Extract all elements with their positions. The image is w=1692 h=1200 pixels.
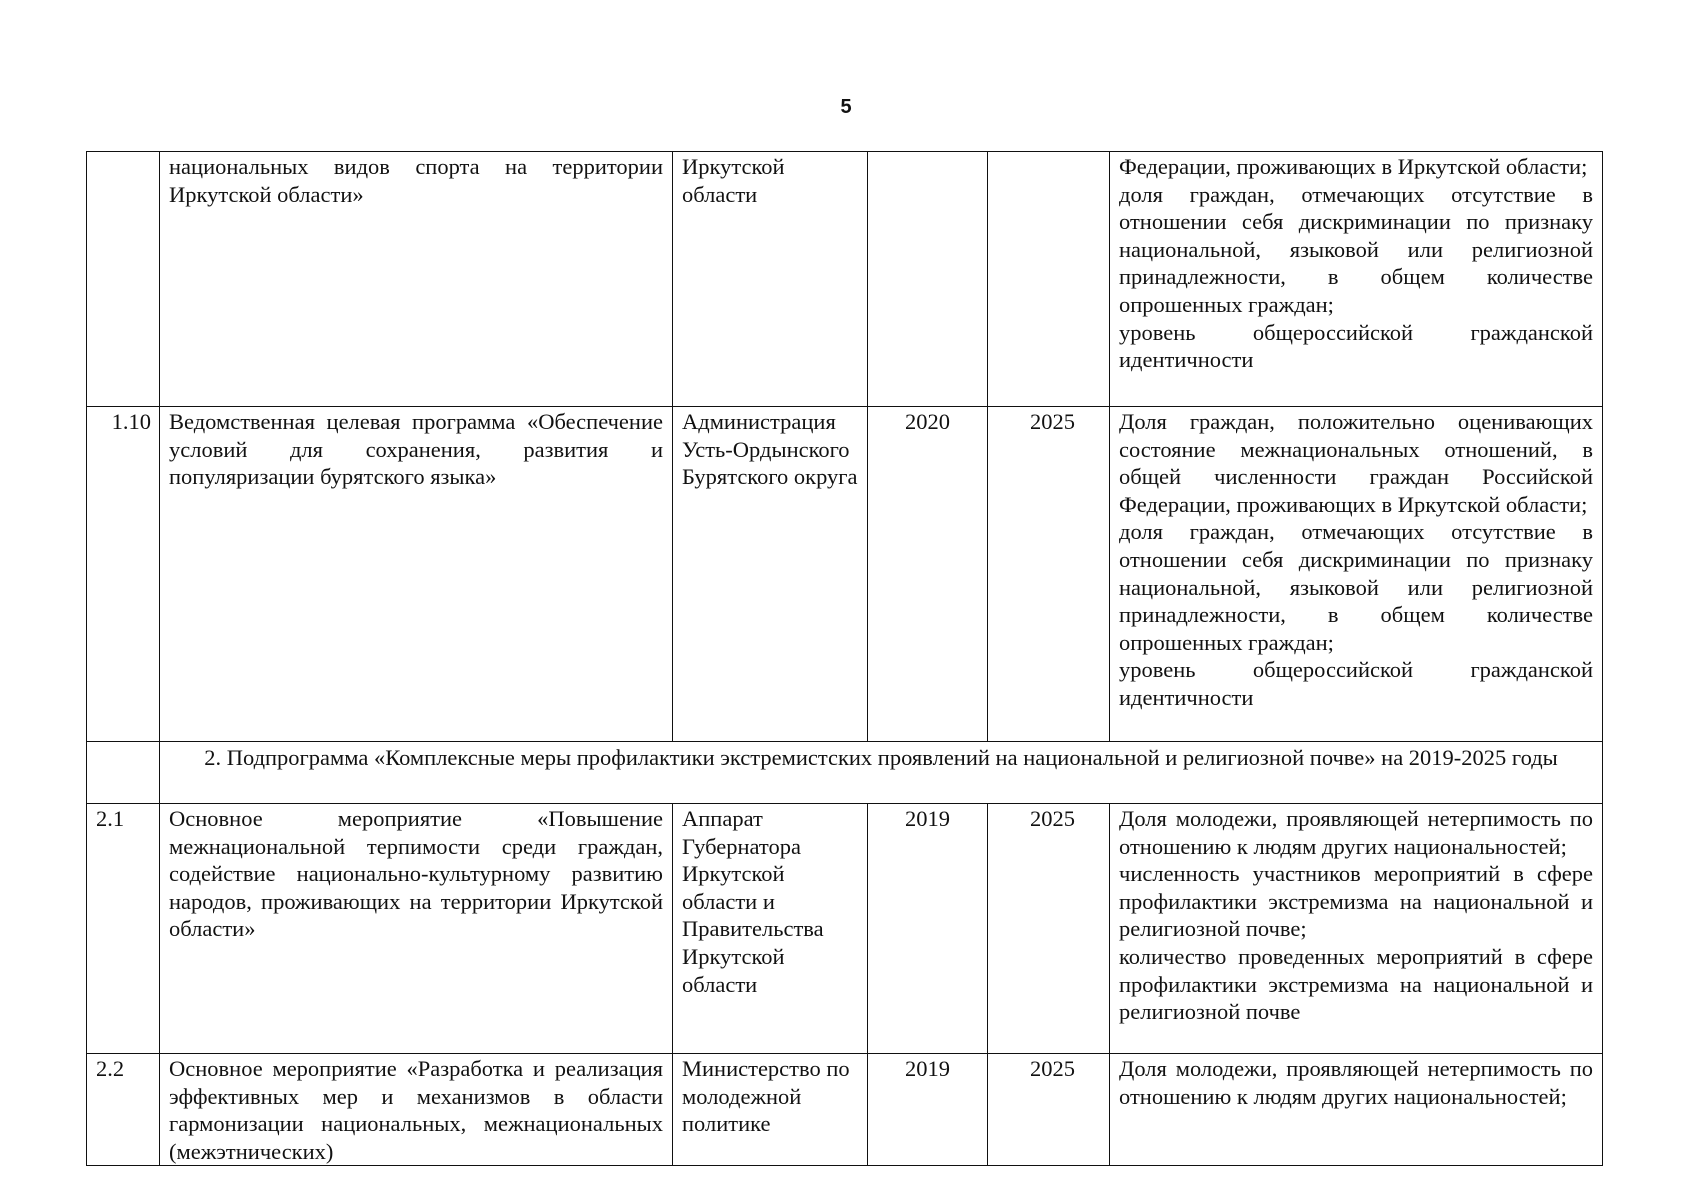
program-table — [86, 151, 1603, 1166]
row-number: 1.10 — [87, 407, 160, 742]
indicator-text: количество проведенных мероприятий в сфере профилактики экстремизма на национальной и религиозной почве — [1119, 943, 1593, 1025]
measure-name: национальных видов спорта на территории Иркутской области» — [160, 152, 673, 407]
indicator-text: уровень общероссийской гражданской идентичности — [1119, 657, 1593, 710]
table-row — [87, 1054, 1603, 1166]
indicators — [1110, 407, 1603, 742]
year-start: 2020 — [868, 407, 988, 742]
page-number: 5 — [840, 96, 852, 118]
measure-name: Основное мероприятие «Разработка и реализация эффективных мер и механизмов в области гармонизации национальных, межнациональных (межэтнических) — [160, 1054, 673, 1166]
table-row — [87, 804, 1603, 1054]
subprogram-title: 2. Подпрограмма «Комплексные меры профилактики экстремистских проявлений на национальной и религиозной почве» на 2019-2025 годы — [160, 742, 1603, 804]
year-end: 2025 — [988, 1054, 1110, 1166]
subprogram-row — [87, 742, 1603, 804]
table-row — [87, 407, 1603, 742]
indicator-text: доля граждан, отмечающих отсутствие в отношении себя дискриминации по признаку национальной, языковой или религиозной принадлежности, в общем количестве опрошенных граждан; — [1119, 181, 1593, 317]
indicators — [1110, 152, 1603, 407]
year-end — [988, 152, 1110, 407]
table-row — [87, 152, 1603, 407]
executor: Администрация Усть-Ордынского Бурятского округа — [673, 407, 868, 742]
indicator-text: Доля молодежи, проявляющей нетерпимость по отношению к людям других национальностей; — [1119, 806, 1593, 859]
executor: Министерство по молодежной политике — [673, 1054, 868, 1166]
subprogram-num-cell — [87, 742, 160, 804]
indicator-text: Федерации, проживающих в Иркутской области; — [1119, 154, 1588, 179]
executor: Аппарат Губернатора Иркутской области и Правительства Иркутской области — [673, 804, 868, 1054]
row-number: 2.1 — [87, 804, 160, 1054]
indicator-text: численность участников мероприятий в сфере профилактики экстремизма на национальной и религиозной почве; — [1119, 861, 1593, 942]
measure-name: Ведомственная целевая программа «Обеспечение условий для сохранения, развития и популяризации бурятского языка» — [160, 407, 673, 742]
row-number: 2.2 — [87, 1054, 160, 1166]
year-start — [868, 152, 988, 407]
indicator-text: доля граждан, отмечающих отсутствие в отношении себя дискриминации по признаку национальной, языковой или религиозной принадлежности, в общем количестве опрошенных граждан; — [1119, 519, 1593, 655]
executor: Иркутской области — [673, 152, 868, 407]
indicator-text: Доля молодежи, проявляющей нетерпимость по отношению к людям других национальностей; — [1119, 1056, 1593, 1109]
year-end: 2025 — [988, 804, 1110, 1054]
indicator-text: Доля граждан, положительно оценивающих состояние межнациональных отношений, в общей численности граждан Российской Федерации, проживающих в Иркутской области; — [1119, 409, 1593, 517]
year-start: 2019 — [868, 804, 988, 1054]
year-end: 2025 — [988, 407, 1110, 742]
indicators — [1110, 1054, 1603, 1166]
measure-name: Основное мероприятие «Повышение межнациональной терпимости среди граждан, содействие национально-культурному развитию народов, проживающих на территории Иркутской области» — [160, 804, 673, 1054]
year-start: 2019 — [868, 1054, 988, 1166]
row-number — [87, 152, 160, 407]
indicator-text: уровень общероссийской гражданской идентичности — [1119, 319, 1593, 373]
indicators — [1110, 804, 1603, 1054]
